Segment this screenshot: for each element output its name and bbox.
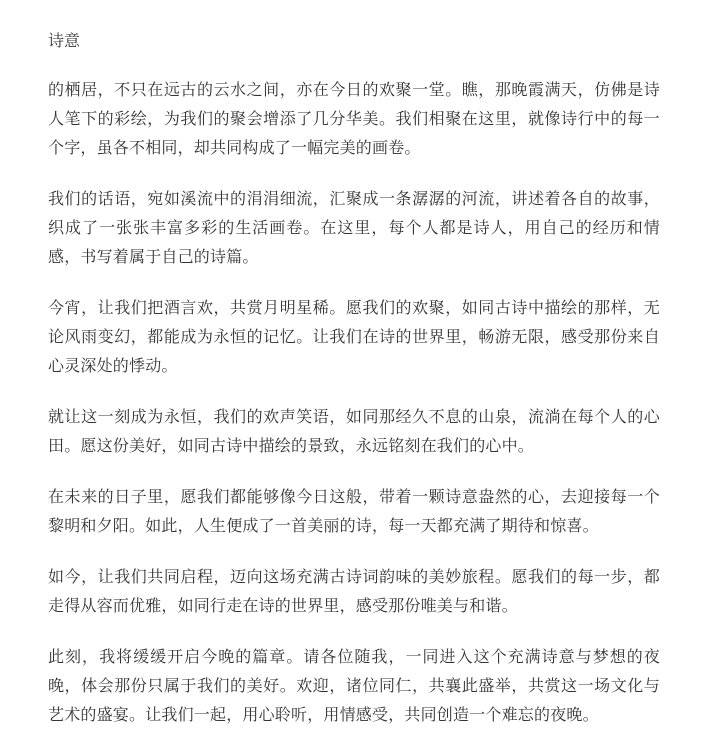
article-body <box>48 27 660 751</box>
paragraph-3: 今宵，让我们把酒言欢，共赏月明星稀。愿我们的欢聚，如同古诗中描绘的那样，无论风雨变幻，都能成为永恒的记忆。让我们在诗的世界里，畅游无限，感受那份来自心灵深处的悸动。 <box>48 298 660 375</box>
paragraph-1: 的栖居，不只在远古的云水之间，亦在今日的欢聚一堂。瞧，那晚霞满天，仿佛是诗人笔下的彩绘，为我们的聚会增添了几分华美。我们相聚在这里，就像诗行中的每一个字，虽各不相同，却共同构成了一幅完美的画卷。 <box>48 80 660 157</box>
article-title: 诗意 <box>48 31 81 50</box>
paragraph-2: 我们的话语，宛如溪流中的涓涓细流，汇聚成一条潺潺的河流，讲述着各自的故事，织成了一张张丰富多彩的生活画卷。在这里，每个人都是诗人，用自己的经历和情感，书写着属于自己的诗篇。 <box>48 189 660 266</box>
paragraph-5: 在未来的日子里，愿我们都能够像今日这般，带着一颗诗意盎然的心，去迎接每一个黎明和夕阳。如此，人生便成了一首美丽的诗，每一天都充满了期待和惊喜。 <box>48 487 660 535</box>
paragraph-4: 就让这一刻成为永恒，我们的欢声笑语，如同那经久不息的山泉，流淌在每个人的心田。愿这份美好，如同古诗中描绘的景致，永远铭刻在我们的心中。 <box>48 407 660 455</box>
paragraph-7: 此刻，我将缓缓开启今晚的篇章。请各位随我，一同进入这个充满诗意与梦想的夜晚，体会那份只属于我们的美好。欢迎，诸位同仁，共襄此盛举，共赏这一场文化与艺术的盛宴。让我们一起，用心聆听，用情感受，共同创造一个难忘的夜晚。 <box>48 647 660 724</box>
paragraph-6: 如今，让我们共同启程，迈向这场充满古诗词韵味的美妙旅程。愿我们的每一步，都走得从容而优雅，如同行走在诗的世界里，感受那份唯美与和谐。 <box>48 567 660 615</box>
